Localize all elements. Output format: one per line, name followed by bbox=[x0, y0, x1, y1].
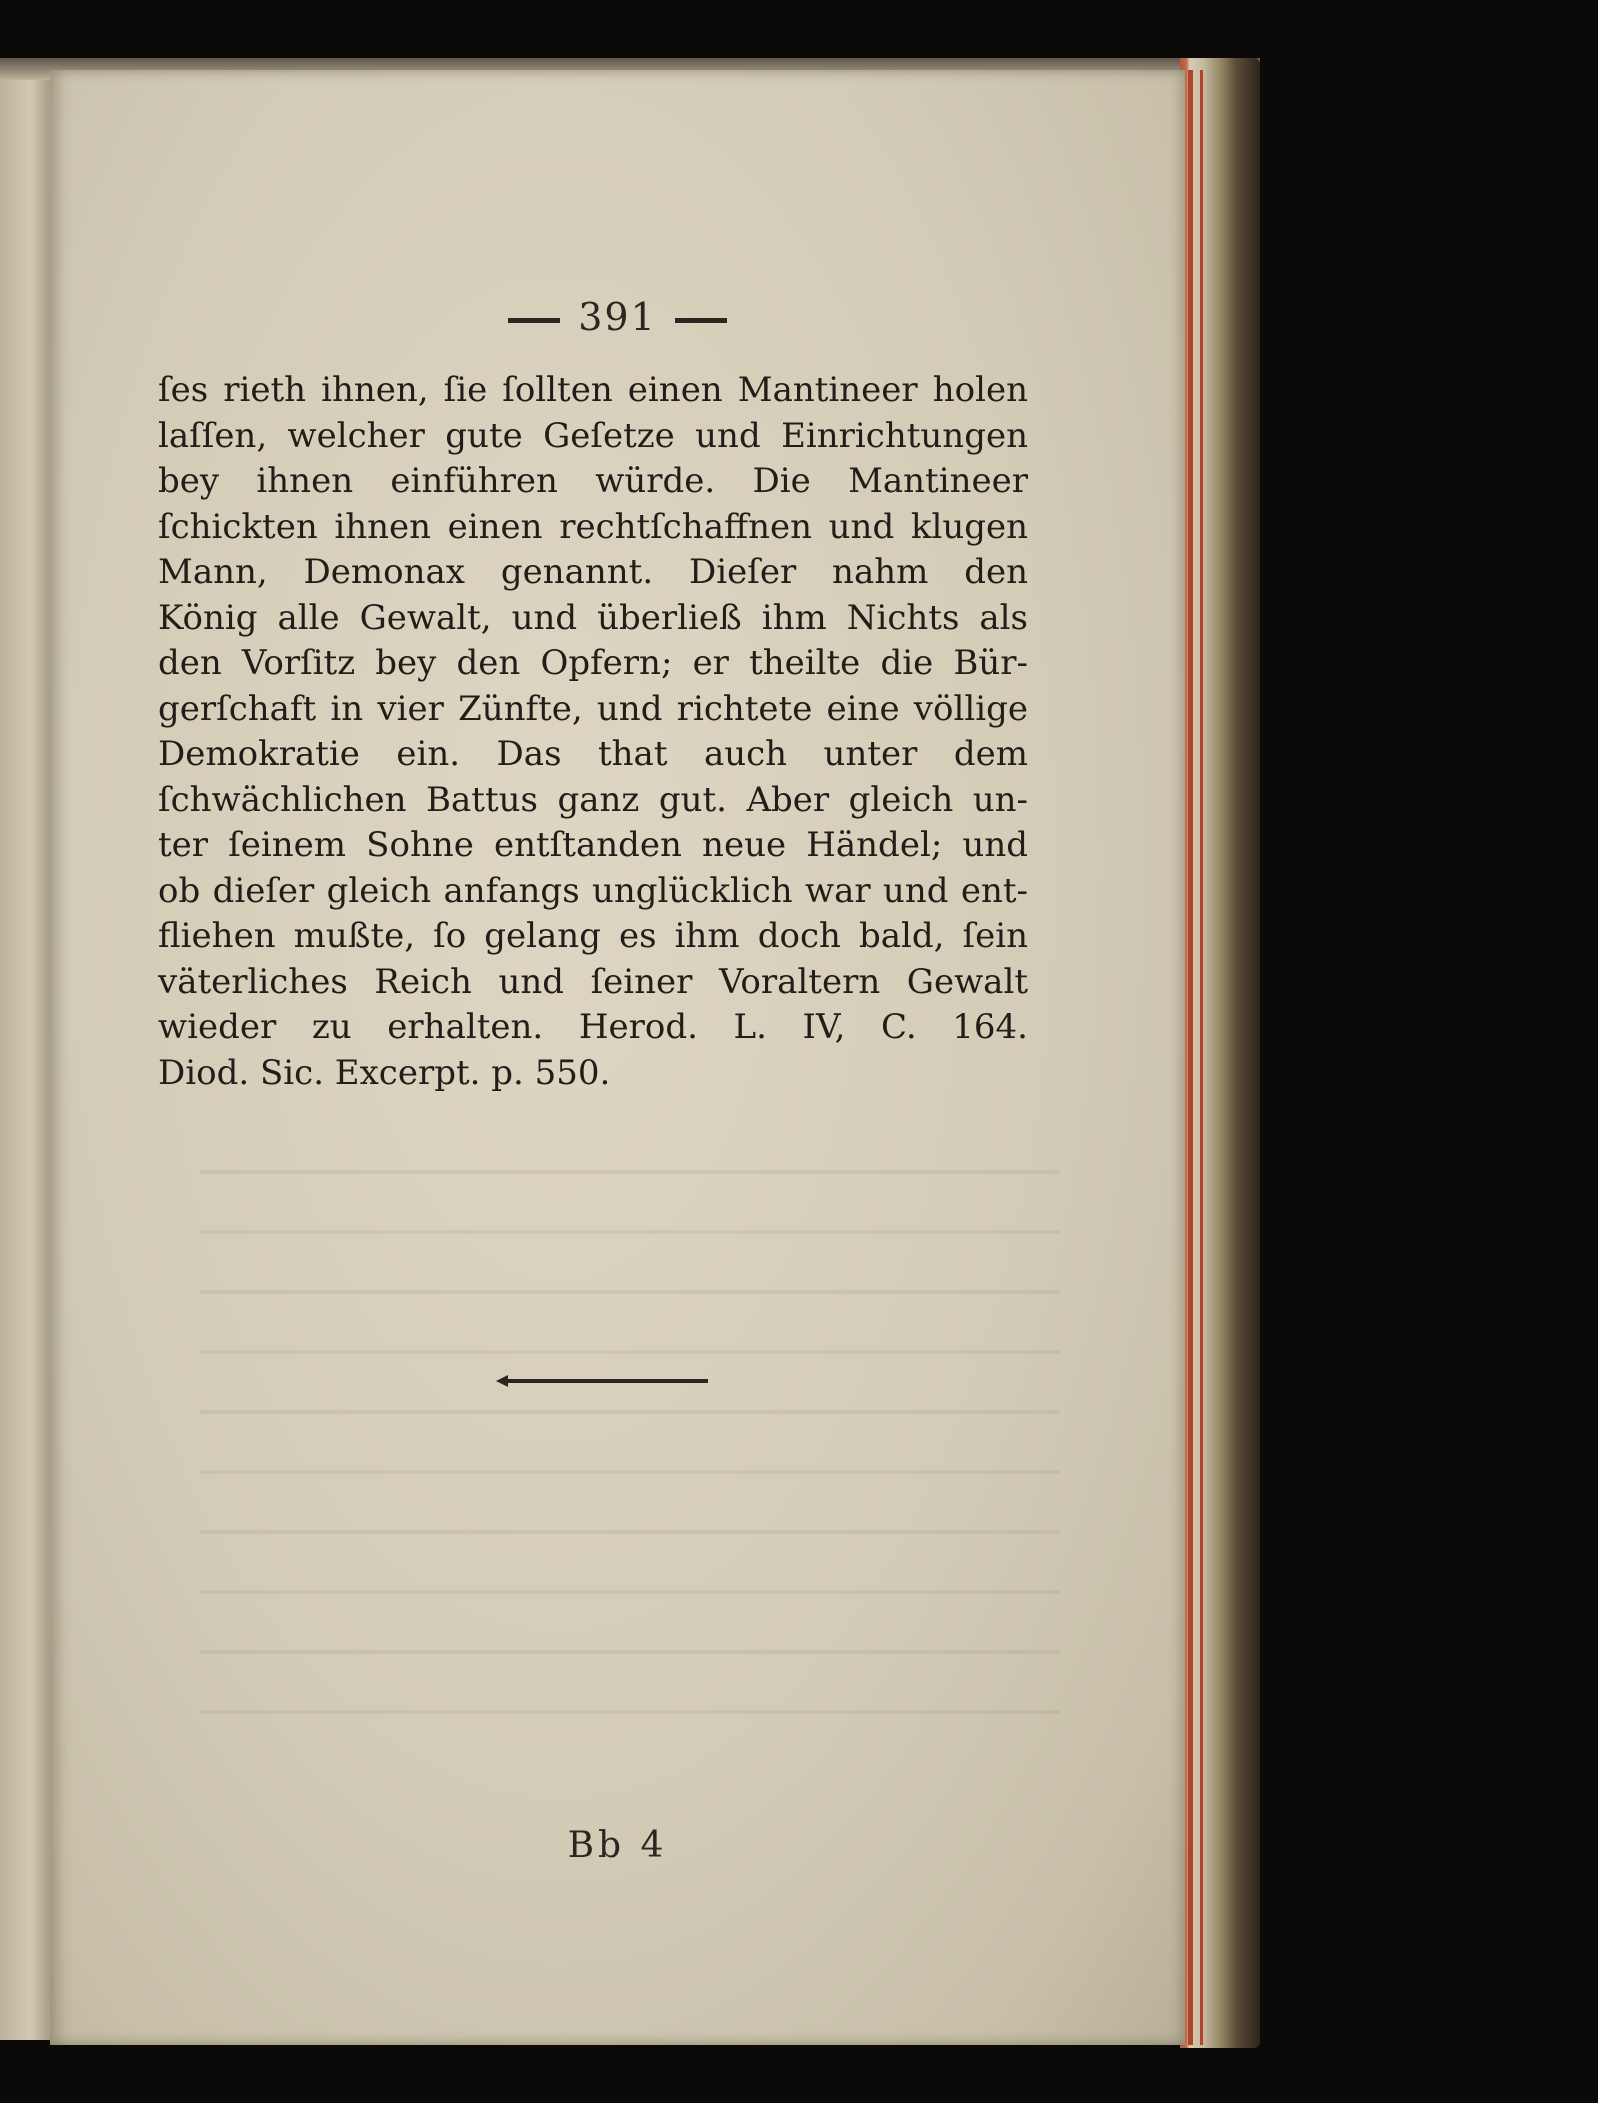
text-line: Demokratie ein. Das that auch unter dem bbox=[158, 734, 1028, 774]
text-line: wieder zu erhalten. Herod. L. IV, C. 164. bbox=[158, 1007, 1028, 1047]
bleed-through-text bbox=[200, 1140, 1060, 1760]
text-line: ſchwächlichen Battus ganz gut. Aber gleich un- bbox=[158, 779, 1028, 820]
text-line: Mann, Demonax genannt. Dieſer nahm den bbox=[158, 552, 1028, 592]
text-line: ob dieſer gleich anfangs unglücklich war und ent- bbox=[158, 870, 1028, 911]
text-line: fliehen mußte, ſo gelang es ihm doch bald, ſein bbox=[158, 916, 1028, 956]
red-edge-line bbox=[1188, 70, 1193, 2045]
end-ornament-rule bbox=[508, 1379, 708, 1383]
left-page-edge bbox=[0, 80, 50, 2040]
text-line: König alle Gewalt, und überließ ihm Nichts als bbox=[158, 597, 1028, 638]
text-line: ſes rieth ihnen, ſie ſollten einen Mantineer holen bbox=[158, 370, 1028, 410]
text-line: bey ihnen einführen würde. Die Mantineer bbox=[158, 461, 1028, 501]
page-number: 391 bbox=[578, 295, 657, 339]
text-line: ter ſeinem Sohne entſtanden neue Händel; und bbox=[158, 825, 1028, 865]
red-edge-line-inner bbox=[1200, 70, 1203, 2045]
text-line: den Vorſitz bey den Opfern; er theilte die Bür- bbox=[158, 643, 1028, 683]
header-dash-left bbox=[508, 318, 560, 323]
text-line: gerſchaft in vier Zünfte, und richtete eine völlige bbox=[158, 688, 1028, 729]
text-line: ſchickten ihnen einen rechtſchaffnen und klugen bbox=[158, 506, 1028, 547]
header-dash-right bbox=[675, 318, 727, 323]
text-line: laſſen, welcher gute Geſetze und Einrichtungen bbox=[158, 415, 1028, 456]
body-text bbox=[158, 368, 1028, 1096]
text-line: väterliches Reich und ſeiner Voraltern Gewalt bbox=[158, 961, 1028, 1002]
book-page bbox=[50, 70, 1185, 2045]
text-line: Diod. Sic. Excerpt. p. 550. bbox=[158, 1052, 611, 1093]
signature-mark: Bb 4 bbox=[567, 1825, 668, 1866]
page-header bbox=[50, 295, 1185, 339]
